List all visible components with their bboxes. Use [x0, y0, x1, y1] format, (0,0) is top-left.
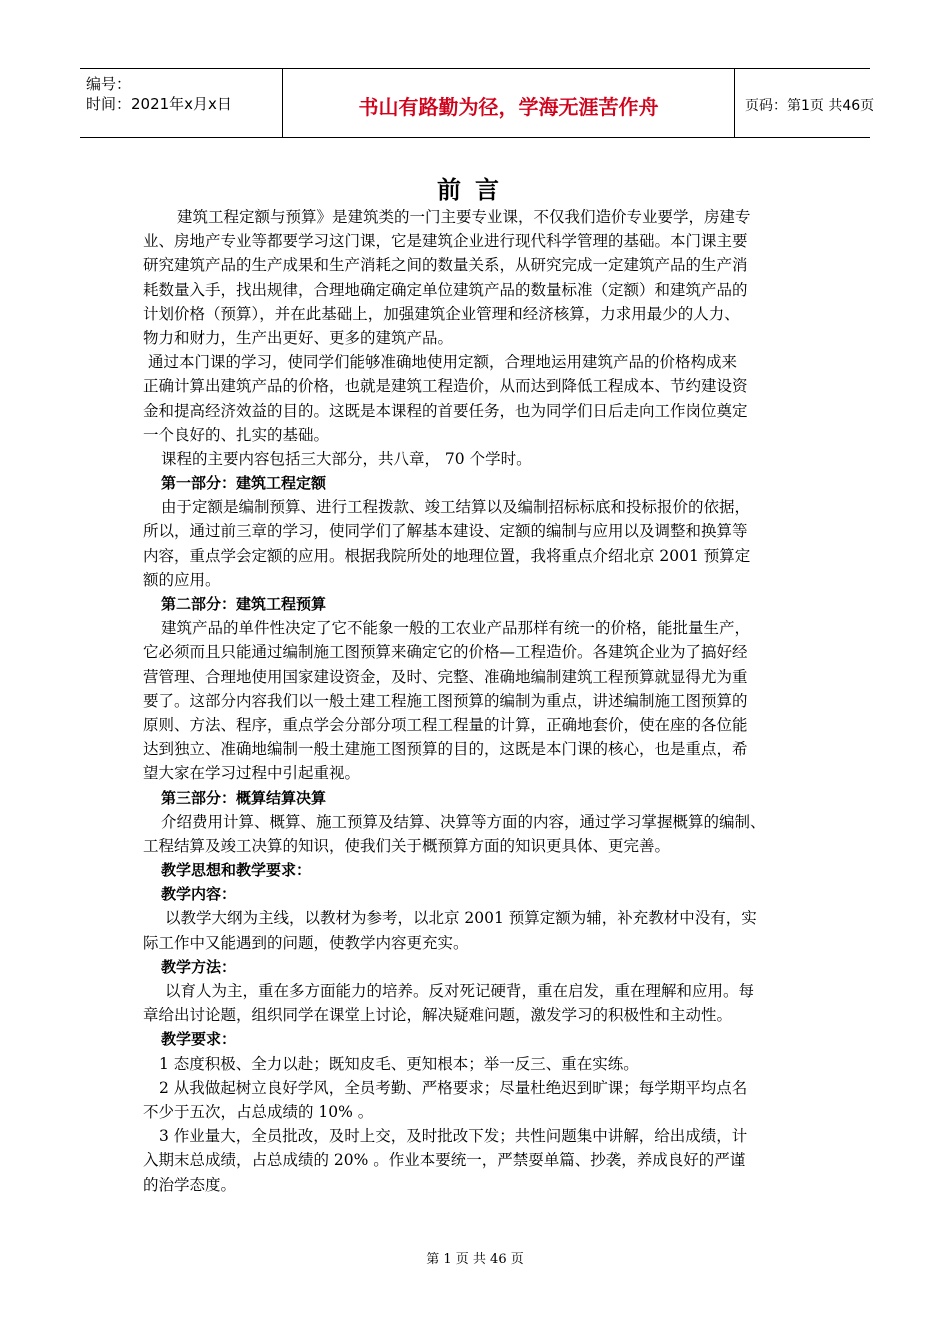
section-heading: 第一部分：建筑工程定额: [161, 474, 327, 493]
text-line: 达到独立、准确地编制一般土建施工图预算的目的，这既是本门课的核心，也是重点，希: [143, 740, 748, 759]
text-line: 正确计算出建筑产品的价格，也就是建筑工程造价，从而达到降低工程成本、节约建设资: [143, 377, 748, 396]
page-title: 前言: [437, 176, 513, 204]
header-motto-cell: [283, 69, 735, 137]
page-footer: 第 1 页 共 46 页: [426, 1252, 524, 1267]
text-line: 介绍费用计算、概算、施工预算及结算、决算等方面的内容，通过学习掌握概算的编制、: [161, 812, 766, 831]
text-line: 耗数量入手，找出规律，合理地确定确定单位建筑产品的数量标准（定额）和建筑产品的: [143, 280, 748, 299]
text-line: 所以，通过前三章的学习，使同学们了解基本建设、定额的编制与应用以及调整和换算等: [143, 522, 748, 541]
text-line: 建筑产品的单件性决定了它不能象一般的工农业产品那样有统一的价格，能批量生产，: [161, 619, 751, 638]
page-header: [80, 68, 875, 138]
motto: 书山有路勤为径，学海无涯苦作舟: [358, 95, 659, 119]
section-heading: 教学要求：: [161, 1030, 237, 1049]
text-line: 它必须而且只能通过编制施工图预算来确定它的价格—工程造价。各建筑企业为了搞好经: [143, 643, 748, 662]
text-line: 2 从我做起树立良好学风，全员考勤、严格要求；尽量杜绝迟到旷课；每学期平均点名: [159, 1078, 748, 1097]
text-line: 入期末总成绩，占总成绩的 20% 。作业本要统一，严禁耍单篇、抄袭，养成良好的严谨: [143, 1151, 746, 1170]
doc-date: 时间：2021年x月x日: [86, 95, 232, 113]
text-line: 内容，重点学会定额的应用。根据我院所处的地理位置，我将重点介绍北京 2001 预算定: [143, 546, 751, 565]
text-line: 金和提高经济效益的目的。这既是本课程的首要任务，也为同学们日后走向工作岗位奠定: [143, 401, 748, 420]
text-line: 额的应用。: [143, 570, 221, 589]
text-line: 课程的主要内容包括三大部分，共八章， 70 个学时。: [161, 449, 532, 468]
text-line: 以教学大纲为主线，以教材为参考，以北京 2001 预算定额为辅，补充教材中没有，实: [165, 909, 757, 928]
text-line: 计划价格（预算），并在此基础上，加强建筑企业管理和经济核算，力求用最少的人力、: [143, 304, 740, 323]
text-line: 营管理、合理地使用国家建设资金，及时、完整、准确地编制建筑工程预算就显得尤为重: [143, 667, 748, 686]
section-heading: 教学思想和教学要求：: [161, 861, 312, 880]
text-line: 通过本门课的学习，使同学们能够准确地使用定额，合理地运用建筑产品的价格构成来: [148, 353, 738, 372]
text-line: 际工作中又能遇到的问题，使教学内容更充实。: [143, 933, 469, 952]
text-line: 3 作业量大，全员批改，及时上交，及时批改下发；共性问题集中讲解，给出成绩，计: [159, 1127, 748, 1146]
text-line: 业、房地产专业等都要学习这门课，它是建筑企业进行现代科学管理的基础。本门课主要: [143, 232, 748, 251]
text-line: 物力和财力，生产出更好、更多的建筑产品。: [143, 328, 454, 347]
text-line: 的治学态度。: [143, 1175, 237, 1194]
text-line: 不少于五次，占总成绩的 10% 。: [143, 1102, 374, 1121]
text-line: 研究建筑产品的生产成果和生产消耗之间的数量关系，从研究完成一定建筑产品的生产消: [143, 256, 748, 275]
text-line: 由于定额是编制预算、进行工程拨款、竣工结算以及编制招标标底和投标报价的依据，: [161, 498, 751, 517]
document-body: [143, 205, 823, 1197]
section-heading: 第二部分：建筑工程预算: [161, 595, 327, 613]
section-heading: 第三部分：概算结算决算: [161, 788, 327, 807]
text-line: 望大家在学习过程中引起重视。: [143, 764, 361, 783]
text-line: 以育人为主，重在多方面能力的培养。反对死记硬背，重在启发，重在理解和应用。每: [165, 982, 755, 1000]
text-line: 章给出讨论题，组织同学在课堂上讨论，解决疑难问题，激发学习的积极性和主动性。: [143, 1006, 733, 1025]
header-meta-cell: [80, 69, 283, 137]
text-line: 原则、方法、程序，重点学会分部分项工程工程量的计算，正确地套价，使在座的各位能: [143, 715, 748, 734]
text-line: 一个良好的、扎实的基础。: [143, 425, 330, 444]
doc-number: 编号：: [86, 75, 132, 93]
page-info: 页码：第1页 共46页: [745, 98, 875, 114]
section-heading: 教学内容：: [161, 885, 237, 904]
header-page-cell: [735, 69, 875, 137]
text-line: 建筑工程定额与预算》是建筑类的一门主要专业课，不仅我们造价专业要学，房建专: [177, 208, 751, 226]
text-line: 1 态度积极、全力以赴；既知皮毛、更知根本；举一反三、重在实练。: [159, 1054, 639, 1073]
section-heading: 教学方法：: [161, 957, 237, 976]
text-line: 工程结算及竣工决算的知识，使我们关于概预算方面的知识更具体、更完善。: [143, 836, 671, 855]
text-line: 要了。这部分内容我们以一般土建工程施工图预算的编制为重点，讲述编制施工图预算的: [143, 691, 748, 710]
